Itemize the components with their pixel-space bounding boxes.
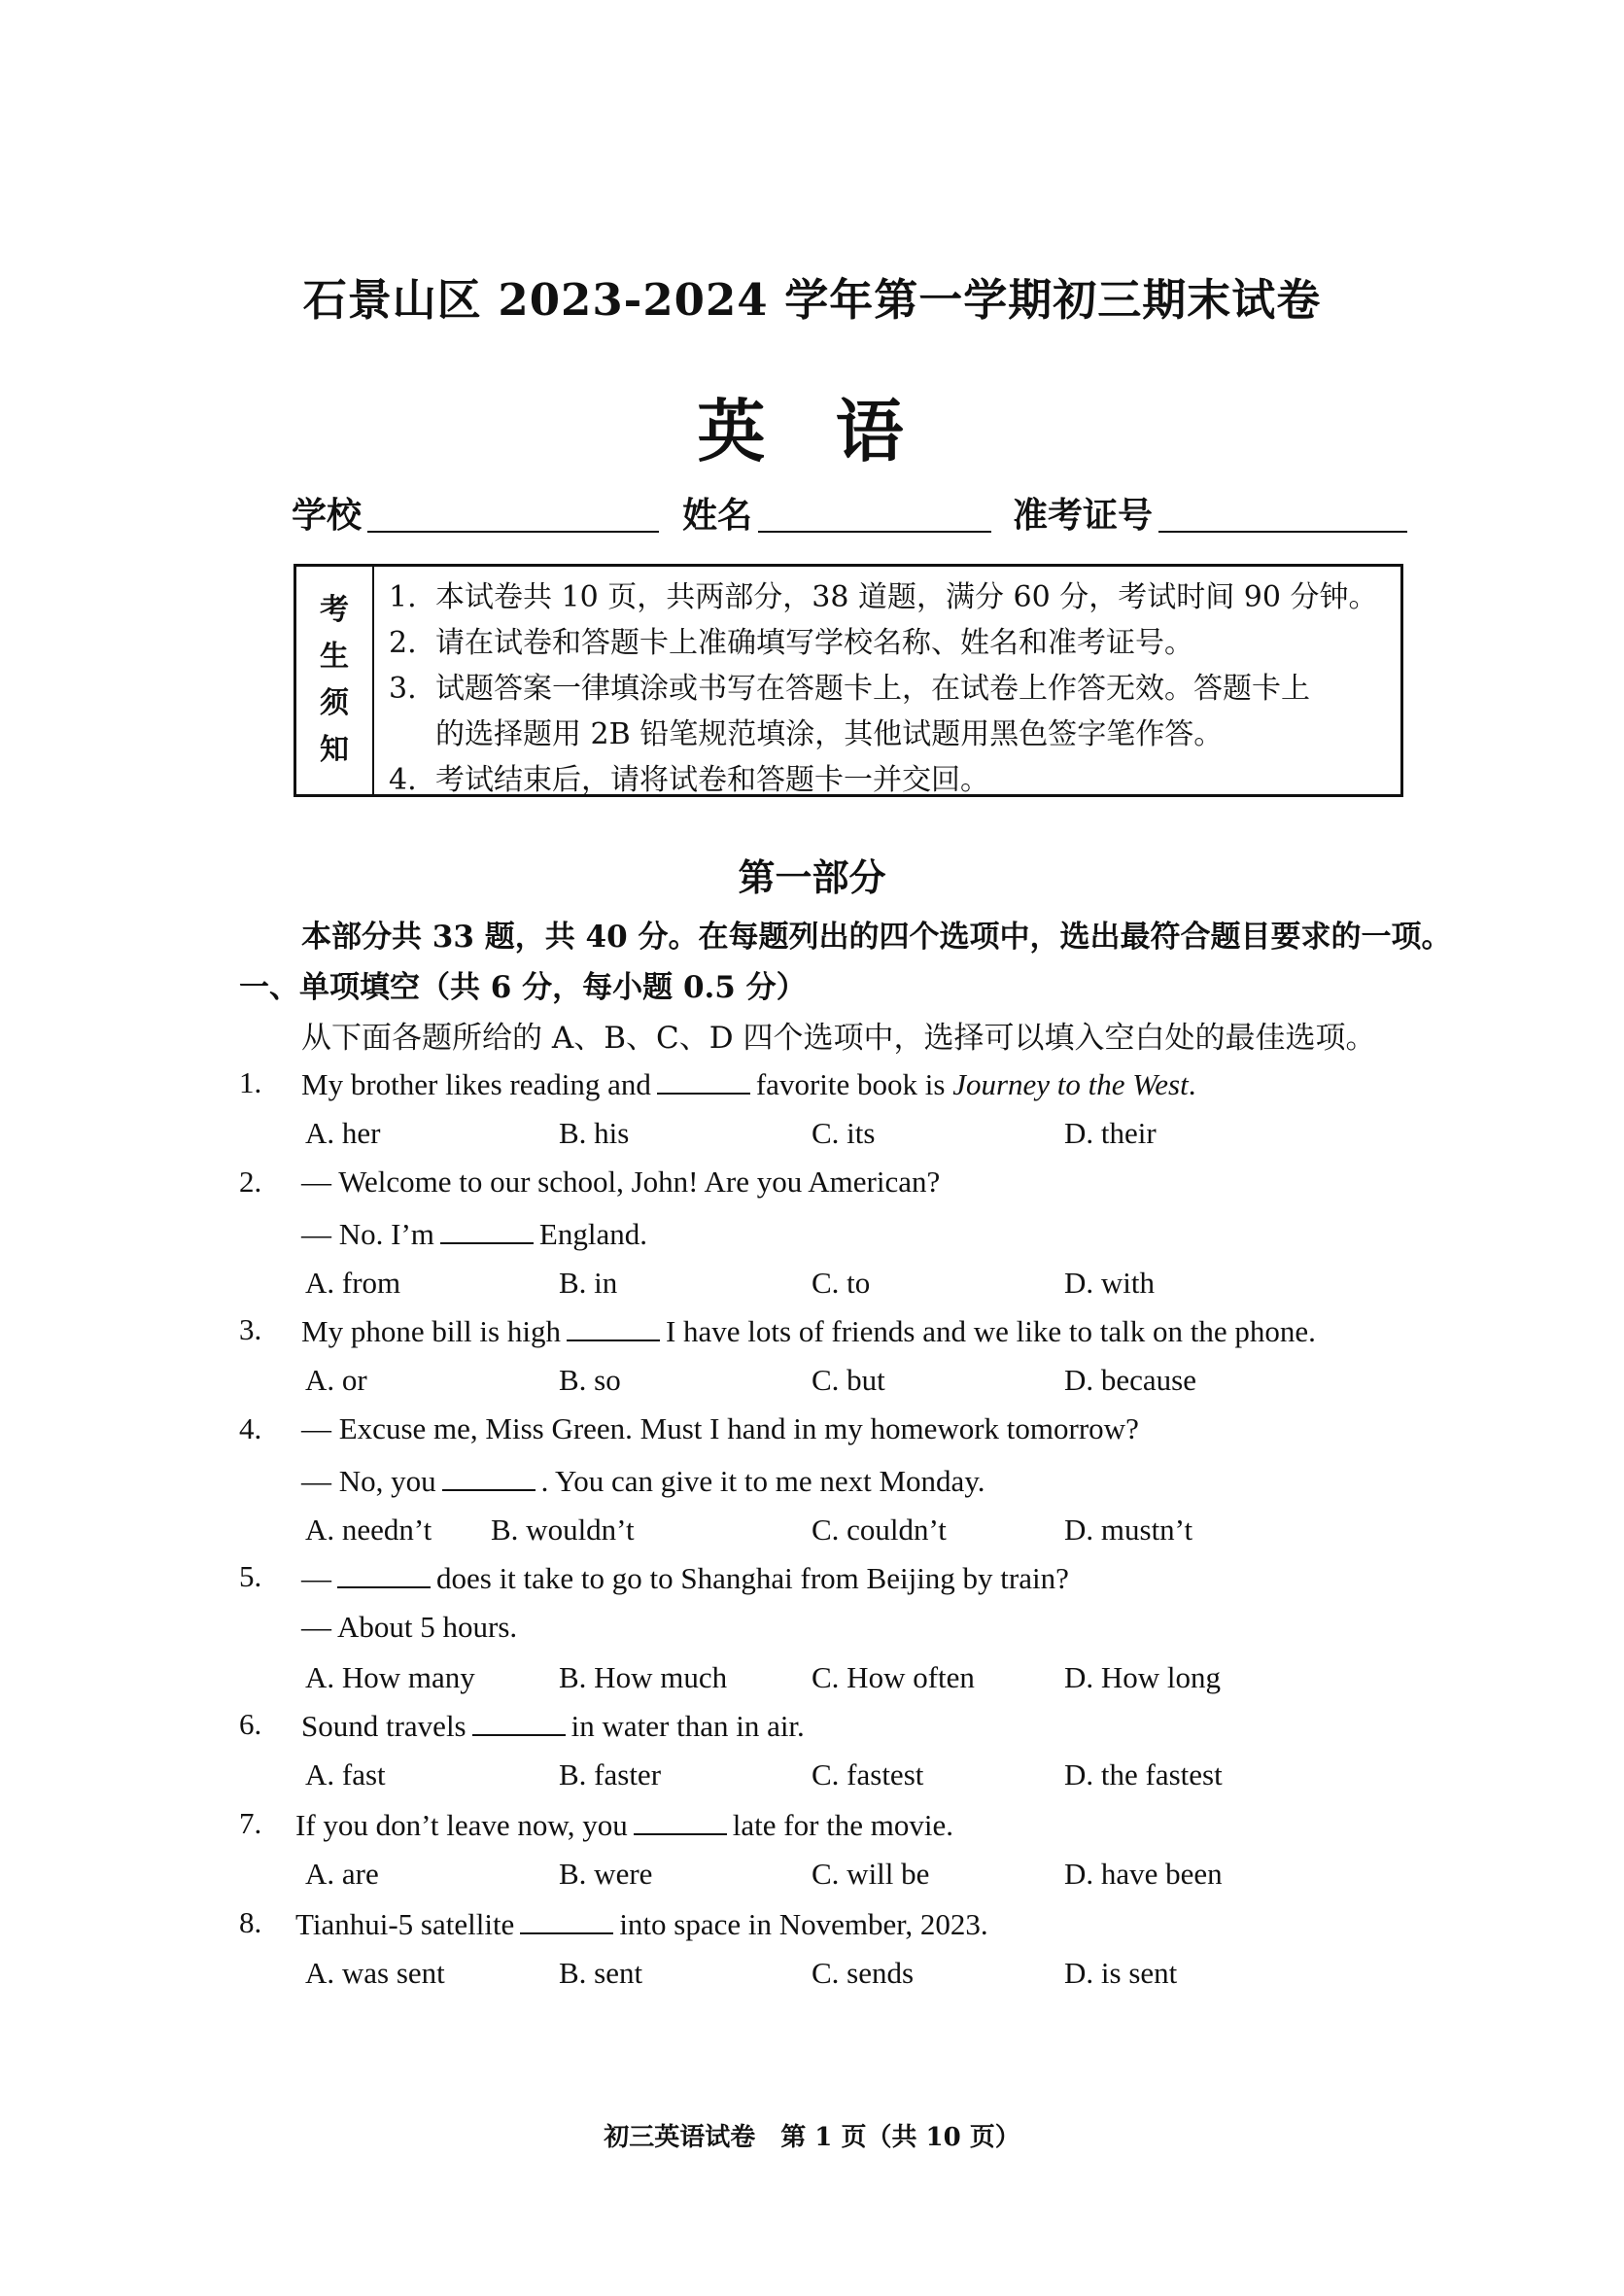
- answer-blank: [440, 1215, 534, 1244]
- option-d: D. How long: [1064, 1660, 1222, 1694]
- notice-item-number: 4.: [389, 763, 417, 797]
- notice-item-number: 3.: [389, 672, 417, 706]
- answer-blank: [657, 1065, 750, 1095]
- question-stem: — Excuse me, Miss Green. Must I hand in my homework tomorrow?: [301, 1411, 1139, 1445]
- name-label: 姓名: [682, 495, 753, 536]
- question-number: 5.: [239, 1559, 262, 1593]
- option-b: B. were: [559, 1857, 653, 1891]
- question-number: 8.: [239, 1905, 262, 1939]
- option-c: C. to: [812, 1266, 871, 1300]
- exam-id-label: 准考证号: [1013, 495, 1154, 536]
- option-b: B. sent: [559, 1956, 643, 1990]
- question-number: 4.: [239, 1411, 262, 1445]
- notice-item: [389, 712, 1391, 757]
- option-c: C. but: [812, 1363, 885, 1397]
- subject-title: 英 语: [697, 391, 927, 471]
- option-d: D. have been: [1064, 1857, 1223, 1891]
- page-footer: 初三英语试卷 第 1 页（共 10 页）: [604, 2123, 1020, 2152]
- notice-item-text: 考试结束后，请将试卷和答题卡一并交回。: [435, 763, 989, 797]
- student-info-line: [292, 488, 1407, 537]
- notice-item-text: 本试卷共 10 页，共两部分，38 道题，满分 60 分，考试时间 90 分钟。: [435, 580, 1378, 614]
- school-label: 学校: [292, 495, 363, 536]
- notice-items: [389, 574, 1391, 803]
- question-number: 2.: [239, 1165, 262, 1199]
- question-number: 6.: [239, 1707, 262, 1741]
- notice-item-number: [389, 712, 435, 757]
- answer-blank: [634, 1806, 727, 1835]
- notice-side-char: 生: [320, 640, 349, 674]
- option-a: A. are: [305, 1857, 379, 1891]
- option-c: C. How often: [812, 1660, 975, 1694]
- notice-side-char: 考: [320, 593, 349, 627]
- option-d: D. the fastest: [1064, 1757, 1223, 1792]
- exam-title: 石景山区 2023-2024 学年第一学期初三期末试卷: [302, 274, 1322, 326]
- question-stem: — Welcome to our school, John! Are you American?: [301, 1165, 941, 1199]
- answer-blank: [520, 1905, 613, 1934]
- question-stem: — does it take to go to Shanghai from Beijing by train?: [301, 1561, 1069, 1595]
- option-a: A. or: [305, 1363, 367, 1397]
- option-b: B. faster: [559, 1757, 662, 1792]
- option-d: D. because: [1064, 1363, 1196, 1397]
- notice-item-text: 请在试卷和答题卡上准确填写学校名称、姓名和准考证号。: [435, 626, 1193, 660]
- option-b: B. his: [559, 1116, 630, 1150]
- answer-blank: [472, 1707, 566, 1736]
- option-c: C. its: [812, 1116, 876, 1150]
- notice-item: [389, 620, 1391, 666]
- question-stem: — No, you . You can give it to me next Monday.: [301, 1464, 985, 1498]
- section-heading: 一、单项填空（共 6 分，每小题 0.5 分）: [239, 970, 807, 1005]
- candidate-notice-box: [294, 564, 1403, 797]
- question-stem: Sound travels in water than in air.: [301, 1709, 805, 1743]
- school-blank: [367, 531, 659, 533]
- question-stem: My phone bill is high I have lots of friends and we like to talk on the phone.: [301, 1314, 1316, 1348]
- option-a: A. fast: [305, 1757, 386, 1792]
- option-a: A. was sent: [305, 1956, 445, 1990]
- option-b: B. in: [559, 1266, 618, 1300]
- option-a: A. her: [305, 1116, 381, 1150]
- notice-item: [389, 757, 1391, 803]
- option-b: B. so: [559, 1363, 621, 1397]
- notice-item: [389, 666, 1391, 712]
- answer-blank: [337, 1559, 431, 1588]
- question-number: 3.: [239, 1312, 262, 1346]
- notice-item-number: 1.: [389, 580, 417, 614]
- part-one-title: 第一部分: [738, 855, 886, 899]
- exam-id-blank: [1158, 531, 1407, 533]
- notice-item-number: 2.: [389, 626, 417, 660]
- name-blank: [758, 531, 991, 533]
- notice-side-char: 须: [320, 686, 349, 720]
- notice-item-text: 的选择题用 2B 铅笔规范填涂，其他试题用黑色签字笔作答。: [435, 717, 1224, 751]
- option-c: C. sends: [812, 1956, 915, 1990]
- question-stem: Tianhui-5 satellite into space in November, 2023.: [295, 1907, 988, 1941]
- notice-side-label: [296, 567, 374, 794]
- option-c: C. couldn’t: [812, 1513, 947, 1547]
- question-stem: If you don’t leave now, you late for the movie.: [295, 1808, 954, 1842]
- option-d: D. with: [1064, 1266, 1155, 1300]
- question-number: 1.: [239, 1065, 262, 1099]
- option-a: A. needn’t: [305, 1513, 432, 1547]
- option-b: B. wouldn’t: [491, 1513, 635, 1547]
- option-d: D. mustn’t: [1064, 1513, 1193, 1547]
- notice-side-char: 知: [320, 733, 349, 767]
- option-c: C. will be: [812, 1857, 930, 1891]
- option-a: A. from: [305, 1266, 401, 1300]
- question-number: 7.: [239, 1806, 262, 1840]
- notice-item-text: 试题答案一律填涂或书写在答题卡上，在试卷上作答无效。答题卡上: [435, 672, 1310, 706]
- option-d: D. is sent: [1064, 1956, 1178, 1990]
- option-a: A. How many: [305, 1660, 475, 1694]
- answer-blank: [442, 1462, 536, 1491]
- option-d: D. their: [1064, 1116, 1157, 1150]
- part-one-intro: 本部分共 33 题，共 40 分。在每题列出的四个选项中，选出最符合题目要求的一项。: [301, 920, 1452, 955]
- question-stem: — No. I’m England.: [301, 1217, 647, 1251]
- notice-item: [389, 574, 1391, 620]
- question-stem: My brother likes reading and favorite book is Journey to the West.: [301, 1067, 1196, 1101]
- section-instructions: 从下面各题所给的 A、B、C、D 四个选项中，选择可以填入空白处的最佳选项。: [301, 1021, 1376, 1056]
- question-stem: — About 5 hours.: [301, 1610, 518, 1644]
- option-b: B. How much: [559, 1660, 728, 1694]
- option-c: C. fastest: [812, 1757, 924, 1792]
- answer-blank: [567, 1312, 660, 1341]
